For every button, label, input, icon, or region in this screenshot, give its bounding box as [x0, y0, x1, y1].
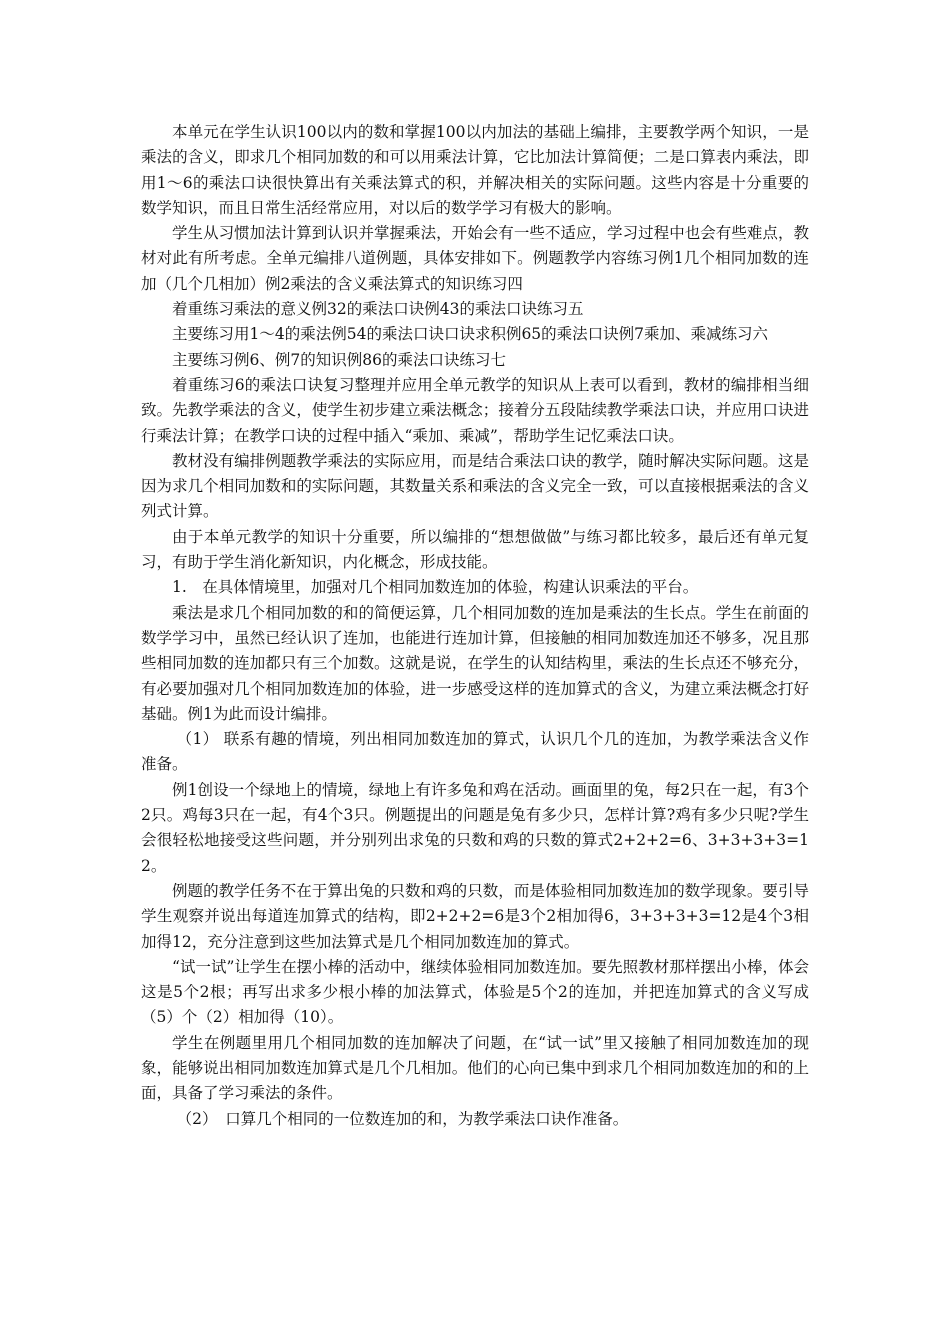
paragraph-textbook-arrangement: 着重练习6的乘法口诀复习整理并应用全单元教学的知识从上表可以看到，教材的编排相当细致。先教学乘法的含义，使学生初步建立乘法概念；接着分五段陆续教学乘法口诀，并应用口诀进行乘法计算；在教学口诀的过程中插入“乘加、乘减”，帮助学生记忆乘法口诀。 [141, 375, 809, 445]
paragraph-try-it: “试一试”让学生在摆小棒的活动中，继续体验相同加数连加。要先照教材那样摆出小棒，体会这是5个2根；再写出求多少根小棒的加法算式，体验是5个2的连加，并把连加算式的含义写成（5）个（2）相加得（10）。 [141, 957, 809, 1027]
paragraph-practice-five: 着重练习乘法的意义例32的乘法口诀例43的乘法口诀练习五 [172, 300, 584, 319]
paragraph-unit-overview: 本单元在学生认识100以内的数和掌握100以内加法的基础上编排，主要教学两个知识，一是乘法的含义，即求几个相同加数的和可以用乘法计算，它比加法计算简便；二是口算表内乘法，即用1～6的乘法口诀很快算出有关乘法算式的积，并解决相关的实际问题。这些内容是十分重要的数学知识，而且日常生活经常应用，对以后的数学学习有极大的影响。 [141, 123, 809, 217]
subsection-heading-2: （2） 口算几个相同的一位数连加的和，为教学乘法口诀作准备。 [176, 1109, 629, 1128]
paragraph-practical-application: 教材没有编排例题教学乘法的实际应用，而是结合乘法口诀的教学，随时解决实际问题。这是因为求几个相同加数和的实际问题，其数量关系和乘法的含义完全一致，可以直接根据乘法的含义列式计算。 [141, 451, 809, 521]
paragraph-exercises: 由于本单元教学的知识十分重要，所以编排的“想想做做”与练习都比较多，最后还有单元复习，有助于学生消化新知识，内化概念，形成技能。 [141, 527, 809, 572]
paragraph-growth-point: 乘法是求几个相同加数的和的简便运算，几个相同加数的连加是乘法的生长点。学生在前面的数学学习中，虽然已经认识了连加，也能进行连加计算，但接触的相同加数连加还不够多，况且那些相同加数的连加都只有三个加数。这就是说，在学生的认知结构里，乘法的生长点还不够充分，有必要加强对几个相同加数连加的体验，进一步感受这样的连加算式的含义，为建立乘法概念打好基础。例1为此而设计编排。 [141, 603, 809, 723]
section-heading-1: 1. 在具体情境里，加强对几个相同加数连加的体验，构建认识乘法的平台。 [172, 578, 699, 597]
paragraph-practice-seven: 主要练习例6、例7的知识例86的乘法口诀练习七 [172, 350, 506, 369]
paragraph-example-1: 例1创设一个绿地上的情境，绿地上有许多兔和鸡在活动。画面里的兔，每2只在一起，有3个2只。鸡每3只在一起，有4个3只。例题提出的问题是兔有多少只，怎样计算?鸡有多少只呢?学生会很轻松地接受这些问题，并分别列出求兔的只数和鸡的只数的算式2+2+2=6、3+3+3+3=12。 [141, 780, 809, 875]
paragraph-practice-six: 主要练习用1～4的乘法例54的乘法口诀口诀求积例65的乘法口诀例7乘加、乘减练习六 [172, 325, 769, 344]
paragraph-example-task: 例题的教学任务不在于算出兔的只数和鸡的只数，而是体验相同加数连加的数学现象。要引导学生观察并说出每道连加算式的结构，即2+2+2=6是3个2相加得6，3+3+3+3=12是4个3相加得12，充分注意到这些加法算式是几个相同加数连加的算式。 [141, 881, 809, 951]
subsection-heading-1: （1） 联系有趣的情境，列出相同加数连加的算式，认识几个几的连加，为教学乘法含义作准备。 [141, 730, 809, 774]
paragraph-readiness: 学生在例题里用几个相同加数的连加解决了问题，在“试一试”里又接触了相同加数连加的现象，能够说出相同加数连加算式是几个几相加。他们的心向已集中到求几个相同加数连加的和的上面，具备了学习乘法的条件。 [141, 1033, 809, 1103]
paragraph-example-arrangement: 学生从习惯加法计算到认识并掌握乘法，开始会有一些不适应，学习过程中也会有些难点，教材对此有所考虑。全单元编排八道例题，具体安排如下。例题教学内容练习例1几个相同加数的连加（几个几相加）例2乘法的含义乘法算式的知识练习四 [141, 224, 809, 293]
document-body [141, 120, 809, 1132]
